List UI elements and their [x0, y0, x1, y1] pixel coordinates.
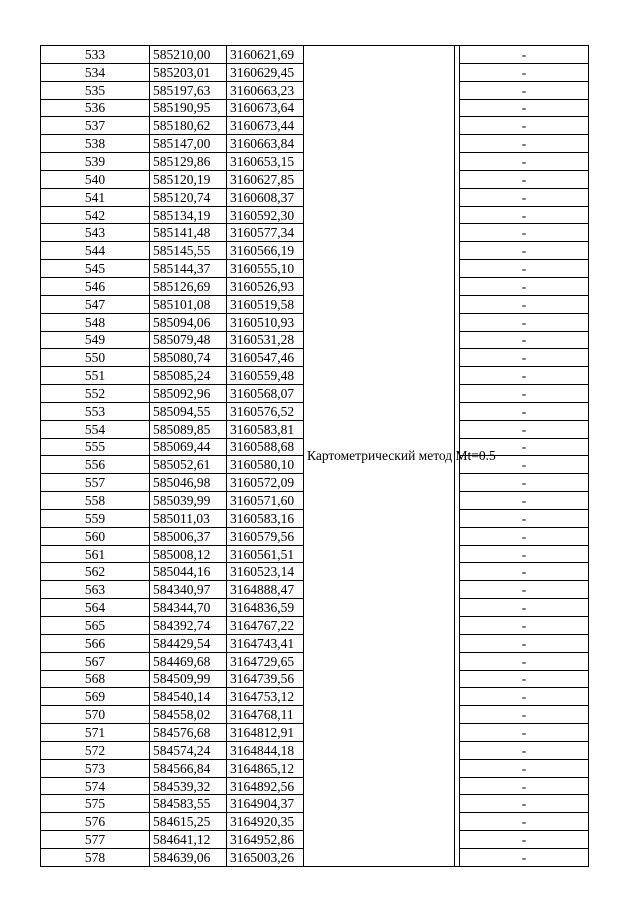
point-number-cell: 543 — [41, 224, 150, 242]
y-coordinate-cell: 3164952,86 — [227, 831, 304, 849]
y-coordinate-cell: 3160673,44 — [227, 117, 304, 135]
y-coordinate-cell: 3164812,91 — [227, 724, 304, 742]
y-coordinate-cell: 3164865,12 — [227, 759, 304, 777]
point-number-cell: 573 — [41, 759, 150, 777]
precision-cell: - — [460, 63, 589, 81]
y-coordinate-cell: 3164739,56 — [227, 670, 304, 688]
x-coordinate-cell: 585180,62 — [150, 117, 227, 135]
y-coordinate-cell: 3160571,60 — [227, 492, 304, 510]
x-coordinate-cell: 584340,97 — [150, 581, 227, 599]
x-coordinate-cell: 585141,48 — [150, 224, 227, 242]
precision-cell: - — [460, 331, 589, 349]
precision-cell: - — [460, 188, 589, 206]
x-coordinate-cell: 585210,00 — [150, 46, 227, 64]
point-number-cell: 546 — [41, 277, 150, 295]
y-coordinate-cell: 3160663,84 — [227, 135, 304, 153]
x-coordinate-cell: 584392,74 — [150, 617, 227, 635]
y-coordinate-cell: 3160592,30 — [227, 206, 304, 224]
y-coordinate-cell: 3164888,47 — [227, 581, 304, 599]
y-coordinate-cell: 3164767,22 — [227, 617, 304, 635]
precision-cell: - — [460, 153, 589, 171]
precision-cell: - — [460, 260, 589, 278]
precision-cell: - — [460, 170, 589, 188]
point-number-cell: 537 — [41, 117, 150, 135]
point-number-cell: 561 — [41, 545, 150, 563]
precision-cell: - — [460, 456, 589, 474]
x-coordinate-cell: 584583,55 — [150, 795, 227, 813]
x-coordinate-cell: 585101,08 — [150, 295, 227, 313]
precision-cell: - — [460, 99, 589, 117]
point-number-cell: 553 — [41, 402, 150, 420]
x-coordinate-cell: 585094,55 — [150, 402, 227, 420]
point-number-cell: 538 — [41, 135, 150, 153]
y-coordinate-cell: 3160621,69 — [227, 46, 304, 64]
precision-cell: - — [460, 474, 589, 492]
y-coordinate-cell: 3164753,12 — [227, 688, 304, 706]
precision-cell: - — [460, 848, 589, 866]
precision-cell: - — [460, 46, 589, 64]
y-coordinate-cell: 3160583,81 — [227, 420, 304, 438]
y-coordinate-cell: 3160519,58 — [227, 295, 304, 313]
y-coordinate-cell: 3160531,28 — [227, 331, 304, 349]
point-number-cell: 559 — [41, 509, 150, 527]
y-coordinate-cell: 3160576,52 — [227, 402, 304, 420]
x-coordinate-cell: 585006,37 — [150, 527, 227, 545]
point-number-cell: 554 — [41, 420, 150, 438]
precision-cell: - — [460, 385, 589, 403]
y-coordinate-cell: 3160579,56 — [227, 527, 304, 545]
x-coordinate-cell: 585039,99 — [150, 492, 227, 510]
y-coordinate-cell: 3165003,26 — [227, 848, 304, 866]
y-coordinate-cell: 3160627,85 — [227, 170, 304, 188]
point-number-cell: 540 — [41, 170, 150, 188]
point-number-cell: 541 — [41, 188, 150, 206]
x-coordinate-cell: 585134,19 — [150, 206, 227, 224]
method-cell: Картометрический метод Mt=0.5 — [304, 46, 455, 867]
x-coordinate-cell: 585190,95 — [150, 99, 227, 117]
precision-cell: - — [460, 438, 589, 456]
precision-cell: - — [460, 688, 589, 706]
point-number-cell: 544 — [41, 242, 150, 260]
point-number-cell: 567 — [41, 652, 150, 670]
x-coordinate-cell: 584641,12 — [150, 831, 227, 849]
y-coordinate-cell: 3160559,48 — [227, 367, 304, 385]
point-number-cell: 539 — [41, 153, 150, 171]
x-coordinate-cell: 584429,54 — [150, 634, 227, 652]
x-coordinate-cell: 585011,03 — [150, 509, 227, 527]
point-number-cell: 552 — [41, 385, 150, 403]
x-coordinate-cell: 585008,12 — [150, 545, 227, 563]
x-coordinate-cell: 584469,68 — [150, 652, 227, 670]
x-coordinate-cell: 585094,06 — [150, 313, 227, 331]
x-coordinate-cell: 584639,06 — [150, 848, 227, 866]
y-coordinate-cell: 3160566,19 — [227, 242, 304, 260]
x-coordinate-cell: 585129,86 — [150, 153, 227, 171]
y-coordinate-cell: 3160547,46 — [227, 349, 304, 367]
precision-cell: - — [460, 581, 589, 599]
point-number-cell: 545 — [41, 260, 150, 278]
y-coordinate-cell: 3160673,64 — [227, 99, 304, 117]
precision-cell: - — [460, 420, 589, 438]
point-number-cell: 534 — [41, 63, 150, 81]
y-coordinate-cell: 3160629,45 — [227, 63, 304, 81]
x-coordinate-cell: 584566,84 — [150, 759, 227, 777]
precision-cell: - — [460, 759, 589, 777]
precision-cell: - — [460, 117, 589, 135]
y-coordinate-cell: 3160523,14 — [227, 563, 304, 581]
precision-cell: - — [460, 527, 589, 545]
point-number-cell: 551 — [41, 367, 150, 385]
precision-cell: - — [460, 81, 589, 99]
precision-cell: - — [460, 617, 589, 635]
point-number-cell: 565 — [41, 617, 150, 635]
precision-cell: - — [460, 599, 589, 617]
precision-cell: - — [460, 402, 589, 420]
point-number-cell: 571 — [41, 724, 150, 742]
precision-cell: - — [460, 795, 589, 813]
y-coordinate-cell: 3164768,11 — [227, 706, 304, 724]
precision-cell: - — [460, 135, 589, 153]
x-coordinate-cell: 585044,16 — [150, 563, 227, 581]
x-coordinate-cell: 585120,19 — [150, 170, 227, 188]
point-number-cell: 535 — [41, 81, 150, 99]
point-number-cell: 563 — [41, 581, 150, 599]
x-coordinate-cell: 585079,48 — [150, 331, 227, 349]
precision-cell: - — [460, 706, 589, 724]
x-coordinate-cell: 584509,99 — [150, 670, 227, 688]
precision-cell: - — [460, 367, 589, 385]
point-number-cell: 575 — [41, 795, 150, 813]
x-coordinate-cell: 585069,44 — [150, 438, 227, 456]
y-coordinate-cell: 3164904,37 — [227, 795, 304, 813]
precision-cell: - — [460, 545, 589, 563]
precision-cell: - — [460, 492, 589, 510]
y-coordinate-cell: 3160568,07 — [227, 385, 304, 403]
x-coordinate-cell: 585147,00 — [150, 135, 227, 153]
precision-cell: - — [460, 831, 589, 849]
point-number-cell: 572 — [41, 741, 150, 759]
x-coordinate-cell: 585203,01 — [150, 63, 227, 81]
y-coordinate-cell: 3160608,37 — [227, 188, 304, 206]
point-number-cell: 574 — [41, 777, 150, 795]
point-number-cell: 536 — [41, 99, 150, 117]
precision-cell: - — [460, 242, 589, 260]
x-coordinate-cell: 585046,98 — [150, 474, 227, 492]
x-coordinate-cell: 584615,25 — [150, 813, 227, 831]
y-coordinate-cell: 3160580,10 — [227, 456, 304, 474]
point-number-cell: 566 — [41, 634, 150, 652]
x-coordinate-cell: 585197,63 — [150, 81, 227, 99]
point-number-cell: 533 — [41, 46, 150, 64]
x-coordinate-cell: 584540,14 — [150, 688, 227, 706]
x-coordinate-cell: 585120,74 — [150, 188, 227, 206]
precision-cell: - — [460, 206, 589, 224]
point-number-cell: 556 — [41, 456, 150, 474]
point-number-cell: 557 — [41, 474, 150, 492]
precision-cell: - — [460, 313, 589, 331]
y-coordinate-cell: 3160588,68 — [227, 438, 304, 456]
y-coordinate-cell: 3160653,15 — [227, 153, 304, 171]
precision-cell: - — [460, 509, 589, 527]
x-coordinate-cell: 585144,37 — [150, 260, 227, 278]
point-number-cell: 562 — [41, 563, 150, 581]
point-number-cell: 550 — [41, 349, 150, 367]
y-coordinate-cell: 3164743,41 — [227, 634, 304, 652]
y-coordinate-cell: 3164892,56 — [227, 777, 304, 795]
x-coordinate-cell: 584576,68 — [150, 724, 227, 742]
point-number-cell: 555 — [41, 438, 150, 456]
precision-cell: - — [460, 652, 589, 670]
point-number-cell: 569 — [41, 688, 150, 706]
point-number-cell: 560 — [41, 527, 150, 545]
y-coordinate-cell: 3164920,35 — [227, 813, 304, 831]
x-coordinate-cell: 585080,74 — [150, 349, 227, 367]
y-coordinate-cell: 3164729,65 — [227, 652, 304, 670]
coordinates-table — [40, 45, 589, 867]
point-number-cell: 577 — [41, 831, 150, 849]
precision-cell: - — [460, 777, 589, 795]
precision-cell: - — [460, 741, 589, 759]
point-number-cell: 576 — [41, 813, 150, 831]
y-coordinate-cell: 3164844,18 — [227, 741, 304, 759]
point-number-cell: 568 — [41, 670, 150, 688]
point-number-cell: 558 — [41, 492, 150, 510]
x-coordinate-cell: 584558,02 — [150, 706, 227, 724]
y-coordinate-cell: 3160561,51 — [227, 545, 304, 563]
x-coordinate-cell: 585145,55 — [150, 242, 227, 260]
x-coordinate-cell: 585089,85 — [150, 420, 227, 438]
point-number-cell: 570 — [41, 706, 150, 724]
y-coordinate-cell: 3160510,93 — [227, 313, 304, 331]
x-coordinate-cell: 585126,69 — [150, 277, 227, 295]
precision-cell: - — [460, 634, 589, 652]
y-coordinate-cell: 3160572,09 — [227, 474, 304, 492]
precision-cell: - — [460, 349, 589, 367]
point-number-cell: 547 — [41, 295, 150, 313]
y-coordinate-cell: 3164836,59 — [227, 599, 304, 617]
precision-cell: - — [460, 295, 589, 313]
x-coordinate-cell: 584574,24 — [150, 741, 227, 759]
precision-cell: - — [460, 224, 589, 242]
x-coordinate-cell: 585052,61 — [150, 456, 227, 474]
point-number-cell: 542 — [41, 206, 150, 224]
y-coordinate-cell: 3160577,34 — [227, 224, 304, 242]
precision-cell: - — [460, 813, 589, 831]
point-number-cell: 578 — [41, 848, 150, 866]
y-coordinate-cell: 3160583,16 — [227, 509, 304, 527]
x-coordinate-cell: 584344,70 — [150, 599, 227, 617]
point-number-cell: 549 — [41, 331, 150, 349]
x-coordinate-cell: 585092,96 — [150, 385, 227, 403]
point-number-cell: 564 — [41, 599, 150, 617]
point-number-cell: 548 — [41, 313, 150, 331]
y-coordinate-cell: 3160663,23 — [227, 81, 304, 99]
x-coordinate-cell: 584539,32 — [150, 777, 227, 795]
table-row — [41, 46, 589, 64]
precision-cell: - — [460, 670, 589, 688]
precision-cell: - — [460, 724, 589, 742]
y-coordinate-cell: 3160555,10 — [227, 260, 304, 278]
precision-cell: - — [460, 563, 589, 581]
coordinates-table-body — [41, 46, 589, 867]
precision-cell: - — [460, 277, 589, 295]
x-coordinate-cell: 585085,24 — [150, 367, 227, 385]
y-coordinate-cell: 3160526,93 — [227, 277, 304, 295]
